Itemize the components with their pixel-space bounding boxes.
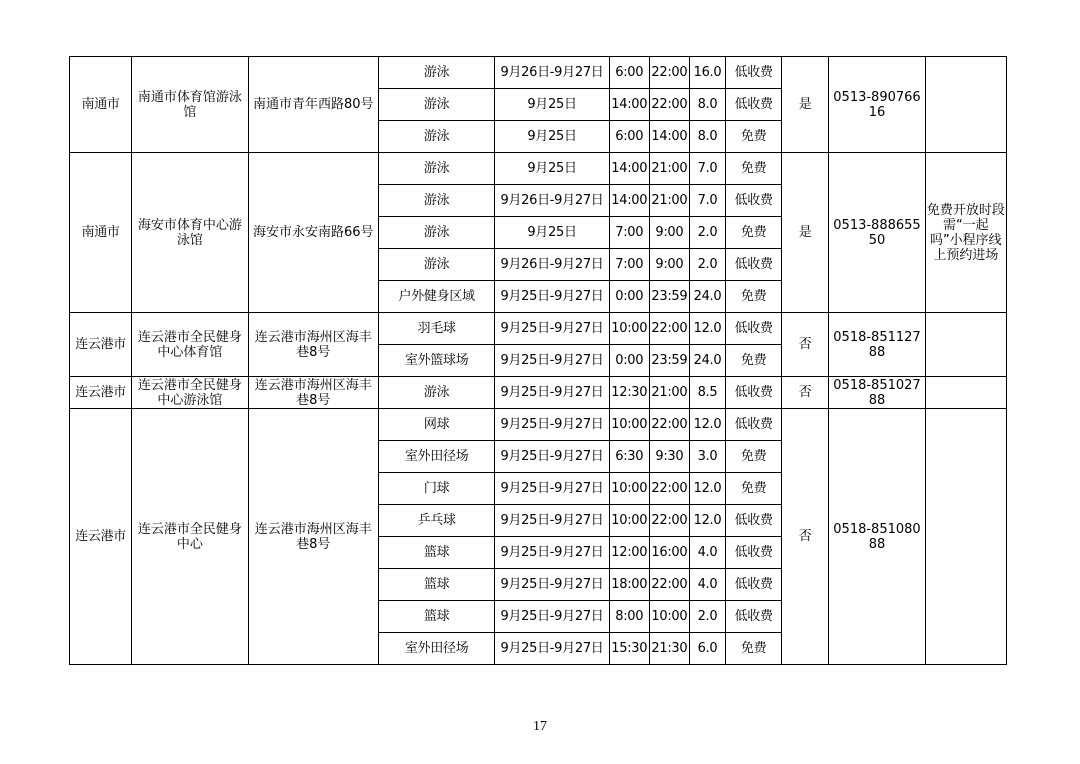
address-cell: 连云港市海州区海丰巷8号 xyxy=(248,313,378,377)
open-date-cell: 9月25日-9月27日 xyxy=(495,281,609,313)
activity-item-cell: 篮球 xyxy=(378,601,494,633)
open-date-cell: 9月25日 xyxy=(495,121,609,153)
venue-name-cell: 海安市体育中心游泳馆 xyxy=(132,153,248,313)
duration-hours-cell: 2.0 xyxy=(689,249,725,281)
fee-type-cell: 免费 xyxy=(726,153,782,185)
end-time-cell: 22:00 xyxy=(649,473,689,505)
phone-cell: 0518-85108088 xyxy=(829,409,925,665)
start-time-cell: 12:00 xyxy=(609,537,649,569)
activity-item-cell: 乒乓球 xyxy=(378,505,494,537)
end-time-cell: 9:00 xyxy=(649,249,689,281)
end-time-cell: 23:59 xyxy=(649,281,689,313)
reservation-required-cell: 否 xyxy=(782,377,829,409)
activity-item-cell: 门球 xyxy=(378,473,494,505)
city-cell: 连云港市 xyxy=(70,313,132,377)
fee-type-cell: 低收费 xyxy=(726,249,782,281)
city-cell: 连云港市 xyxy=(70,409,132,665)
end-time-cell: 9:30 xyxy=(649,441,689,473)
activity-item-cell: 室外田径场 xyxy=(378,633,494,665)
open-date-cell: 9月26日-9月27日 xyxy=(495,57,609,89)
start-time-cell: 10:00 xyxy=(609,505,649,537)
fee-type-cell: 免费 xyxy=(726,281,782,313)
end-time-cell: 22:00 xyxy=(649,409,689,441)
city-cell: 南通市 xyxy=(70,57,132,153)
phone-cell: 0518-85102788 xyxy=(829,377,925,409)
start-time-cell: 7:00 xyxy=(609,249,649,281)
activity-item-cell: 游泳 xyxy=(378,377,494,409)
activity-item-cell: 游泳 xyxy=(378,153,494,185)
open-date-cell: 9月25日 xyxy=(495,153,609,185)
duration-hours-cell: 12.0 xyxy=(689,473,725,505)
start-time-cell: 6:00 xyxy=(609,121,649,153)
venue-name-cell: 连云港市全民健身中心游泳馆 xyxy=(132,377,248,409)
duration-hours-cell: 16.0 xyxy=(689,57,725,89)
end-time-cell: 23:59 xyxy=(649,345,689,377)
end-time-cell: 21:30 xyxy=(649,633,689,665)
open-date-cell: 9月25日-9月27日 xyxy=(495,505,609,537)
start-time-cell: 14:00 xyxy=(609,153,649,185)
page-number: 17 xyxy=(533,719,547,734)
activity-item-cell: 网球 xyxy=(378,409,494,441)
duration-hours-cell: 24.0 xyxy=(689,281,725,313)
table-row xyxy=(70,409,1007,441)
address-cell: 连云港市海州区海丰巷8号 xyxy=(248,409,378,665)
fee-type-cell: 免费 xyxy=(726,121,782,153)
fee-type-cell: 免费 xyxy=(726,473,782,505)
table-body xyxy=(70,57,1007,665)
fee-type-cell: 低收费 xyxy=(726,185,782,217)
venue-schedule-table xyxy=(69,56,1007,665)
end-time-cell: 22:00 xyxy=(649,569,689,601)
duration-hours-cell: 7.0 xyxy=(689,185,725,217)
open-date-cell: 9月26日-9月27日 xyxy=(495,249,609,281)
fee-type-cell: 低收费 xyxy=(726,57,782,89)
activity-item-cell: 篮球 xyxy=(378,537,494,569)
fee-type-cell: 免费 xyxy=(726,345,782,377)
activity-item-cell: 游泳 xyxy=(378,185,494,217)
venue-name-cell: 连云港市全民健身中心体育馆 xyxy=(132,313,248,377)
end-time-cell: 9:00 xyxy=(649,217,689,249)
end-time-cell: 21:00 xyxy=(649,185,689,217)
table-row xyxy=(70,377,1007,409)
fee-type-cell: 低收费 xyxy=(726,601,782,633)
end-time-cell: 21:00 xyxy=(649,377,689,409)
start-time-cell: 10:00 xyxy=(609,313,649,345)
start-time-cell: 10:00 xyxy=(609,409,649,441)
fee-type-cell: 低收费 xyxy=(726,89,782,121)
start-time-cell: 7:00 xyxy=(609,217,649,249)
note-cell xyxy=(925,57,1006,153)
activity-item-cell: 室外田径场 xyxy=(378,441,494,473)
duration-hours-cell: 2.0 xyxy=(689,217,725,249)
note-cell: 免费开放时段需“一起吗”小程序线上预约进场 xyxy=(925,153,1006,313)
open-date-cell: 9月25日-9月27日 xyxy=(495,377,609,409)
open-date-cell: 9月25日 xyxy=(495,89,609,121)
duration-hours-cell: 4.0 xyxy=(689,569,725,601)
activity-item-cell: 羽毛球 xyxy=(378,313,494,345)
activity-item-cell: 游泳 xyxy=(378,57,494,89)
end-time-cell: 14:00 xyxy=(649,121,689,153)
end-time-cell: 10:00 xyxy=(649,601,689,633)
phone-cell: 0513-88865550 xyxy=(829,153,925,313)
note-cell xyxy=(925,377,1006,409)
activity-item-cell: 户外健身区域 xyxy=(378,281,494,313)
duration-hours-cell: 12.0 xyxy=(689,505,725,537)
city-cell: 连云港市 xyxy=(70,377,132,409)
fee-type-cell: 免费 xyxy=(726,217,782,249)
open-date-cell: 9月25日-9月27日 xyxy=(495,313,609,345)
duration-hours-cell: 3.0 xyxy=(689,441,725,473)
activity-item-cell: 游泳 xyxy=(378,249,494,281)
venue-name-cell: 连云港市全民健身中心 xyxy=(132,409,248,665)
reservation-required-cell: 是 xyxy=(782,153,829,313)
reservation-required-cell: 否 xyxy=(782,409,829,665)
phone-cell: 0518-85112788 xyxy=(829,313,925,377)
activity-item-cell: 游泳 xyxy=(378,121,494,153)
venue-name-cell: 南通市体育馆游泳馆 xyxy=(132,57,248,153)
table-row xyxy=(70,313,1007,345)
end-time-cell: 22:00 xyxy=(649,89,689,121)
activity-item-cell: 室外篮球场 xyxy=(378,345,494,377)
start-time-cell: 18:00 xyxy=(609,569,649,601)
table-row xyxy=(70,153,1007,185)
activity-item-cell: 游泳 xyxy=(378,217,494,249)
start-time-cell: 0:00 xyxy=(609,281,649,313)
end-time-cell: 21:00 xyxy=(649,153,689,185)
fee-type-cell: 低收费 xyxy=(726,505,782,537)
duration-hours-cell: 12.0 xyxy=(689,409,725,441)
duration-hours-cell: 8.0 xyxy=(689,121,725,153)
start-time-cell: 6:00 xyxy=(609,57,649,89)
duration-hours-cell: 2.0 xyxy=(689,601,725,633)
activity-item-cell: 篮球 xyxy=(378,569,494,601)
end-time-cell: 22:00 xyxy=(649,57,689,89)
duration-hours-cell: 8.5 xyxy=(689,377,725,409)
open-date-cell: 9月25日-9月27日 xyxy=(495,601,609,633)
fee-type-cell: 低收费 xyxy=(726,313,782,345)
end-time-cell: 16:00 xyxy=(649,537,689,569)
address-cell: 连云港市海州区海丰巷8号 xyxy=(248,377,378,409)
activity-item-cell: 游泳 xyxy=(378,89,494,121)
start-time-cell: 14:00 xyxy=(609,89,649,121)
start-time-cell: 0:00 xyxy=(609,345,649,377)
duration-hours-cell: 24.0 xyxy=(689,345,725,377)
address-cell: 海安市永安南路66号 xyxy=(248,153,378,313)
duration-hours-cell: 4.0 xyxy=(689,537,725,569)
start-time-cell: 14:00 xyxy=(609,185,649,217)
fee-type-cell: 低收费 xyxy=(726,537,782,569)
duration-hours-cell: 12.0 xyxy=(689,313,725,345)
open-date-cell: 9月25日-9月27日 xyxy=(495,537,609,569)
duration-hours-cell: 7.0 xyxy=(689,153,725,185)
start-time-cell: 6:30 xyxy=(609,441,649,473)
fee-type-cell: 免费 xyxy=(726,441,782,473)
open-date-cell: 9月25日-9月27日 xyxy=(495,409,609,441)
reservation-required-cell: 否 xyxy=(782,313,829,377)
address-cell: 南通市青年西路80号 xyxy=(248,57,378,153)
open-date-cell: 9月25日 xyxy=(495,217,609,249)
start-time-cell: 8:00 xyxy=(609,601,649,633)
open-date-cell: 9月26日-9月27日 xyxy=(495,185,609,217)
duration-hours-cell: 8.0 xyxy=(689,89,725,121)
open-date-cell: 9月25日-9月27日 xyxy=(495,473,609,505)
open-date-cell: 9月25日-9月27日 xyxy=(495,345,609,377)
start-time-cell: 15:30 xyxy=(609,633,649,665)
fee-type-cell: 低收费 xyxy=(726,569,782,601)
end-time-cell: 22:00 xyxy=(649,313,689,345)
end-time-cell: 22:00 xyxy=(649,505,689,537)
phone-cell: 0513-89076616 xyxy=(829,57,925,153)
open-date-cell: 9月25日-9月27日 xyxy=(495,569,609,601)
start-time-cell: 12:30 xyxy=(609,377,649,409)
duration-hours-cell: 6.0 xyxy=(689,633,725,665)
reservation-required-cell: 是 xyxy=(782,57,829,153)
table-row xyxy=(70,57,1007,89)
city-cell: 南通市 xyxy=(70,153,132,313)
fee-type-cell: 低收费 xyxy=(726,409,782,441)
open-date-cell: 9月25日-9月27日 xyxy=(495,441,609,473)
open-date-cell: 9月25日-9月27日 xyxy=(495,633,609,665)
fee-type-cell: 低收费 xyxy=(726,377,782,409)
note-cell xyxy=(925,313,1006,377)
note-cell xyxy=(925,409,1006,665)
start-time-cell: 10:00 xyxy=(609,473,649,505)
fee-type-cell: 免费 xyxy=(726,633,782,665)
